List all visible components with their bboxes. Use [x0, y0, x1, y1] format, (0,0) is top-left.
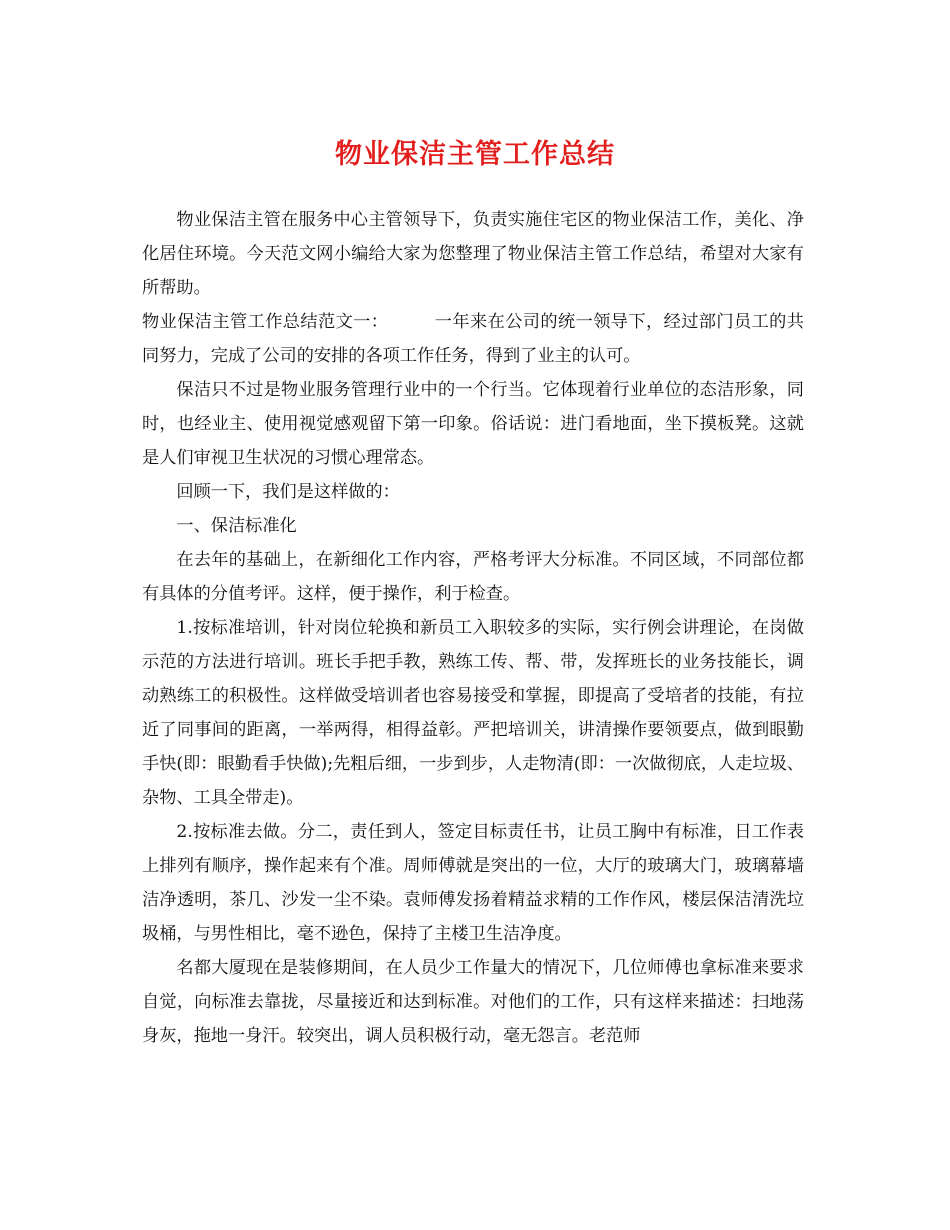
page-title: 物业保洁主管工作总结: [335, 139, 615, 170]
paragraph-mingdu: 名都大厦现在是装修期间，在人员少工作量大的情况下，几位师傅也拿标准来要求自觉，向标准去靠拢，尽量接近和达到标准。对他们的工作，只有这样来描述：扫地荡身灰，拖地一身汗。较突出，调人员积极行动，毫无怨言。老范师: [142, 958, 804, 1046]
sample-heading-label: 物业保洁主管工作总结范文一：: [142, 312, 389, 332]
sample-heading-text: 一年来在公司的统一领导下，经过部门员工的共同努力，完成了公司的安排的各项工作任务，得到了业主的认可。: [142, 312, 804, 366]
paragraph-standards: 在去年的基础上，在新细化工作内容，严格考评大分标准。不同区域，不同部位都有具体的分值考评。这样，便于操作，利于检查。: [142, 550, 804, 604]
document-body: [142, 203, 804, 1053]
paragraph-cleaning-intro: 保洁只不过是物业服务管理行业中的一个行当。它体现着行业单位的态洁形象，同时，也经业主、使用视觉感观留下第一印象。俗话说：进门看地面，坐下摸板凳。这就是人们审视卫生状况的习惯心理常态。: [142, 380, 804, 468]
paragraph-sample-heading: [142, 305, 804, 373]
paragraph-review: 回顾一下，我们是这样做的：: [176, 482, 400, 502]
paragraph-intro: 物业保洁主管在服务中心主管领导下，负责实施住宅区的物业保洁工作，美化、净化居住环境。今天范文网小编给大家为您整理了物业保洁主管工作总结，希望对大家有所帮助。: [142, 210, 804, 298]
section-heading-standardization: 一、保洁标准化: [176, 516, 297, 536]
paragraph-execution: 2.按标准去做。分二，责任到人，签定目标责任书，让员工胸中有标准，日工作表上排列有顺序，操作起来有个准。周师傅就是突出的一位，大厅的玻璃大门，玻璃幕墙洁净透明，茶几、沙发一尘不染。袁师傅发扬着精益求精的工作作风，楼层保洁清洗垃圾桶，与男性相比，毫不逊色，保持了主楼卫生洁净度。: [142, 822, 804, 944]
paragraph-training: 1.按标准培训，针对岗位轮换和新员工入职较多的实际，实行例会讲理论，在岗做示范的方法进行培训。班长手把手教，熟练工传、帮、带，发挥班长的业务技能长，调动熟练工的积极性。这样做受培训者也容易接受和掌握，即提高了受培者的技能，有拉近了同事间的距离，一举两得，相得益彰。严把培训关，讲清操作要领要点，做到眼勤手快(即：眼勤看手快做);先粗后细，一步到步，人走物清(即：一次做彻底，人走垃圾、杂物、工具全带走)。: [142, 618, 804, 808]
